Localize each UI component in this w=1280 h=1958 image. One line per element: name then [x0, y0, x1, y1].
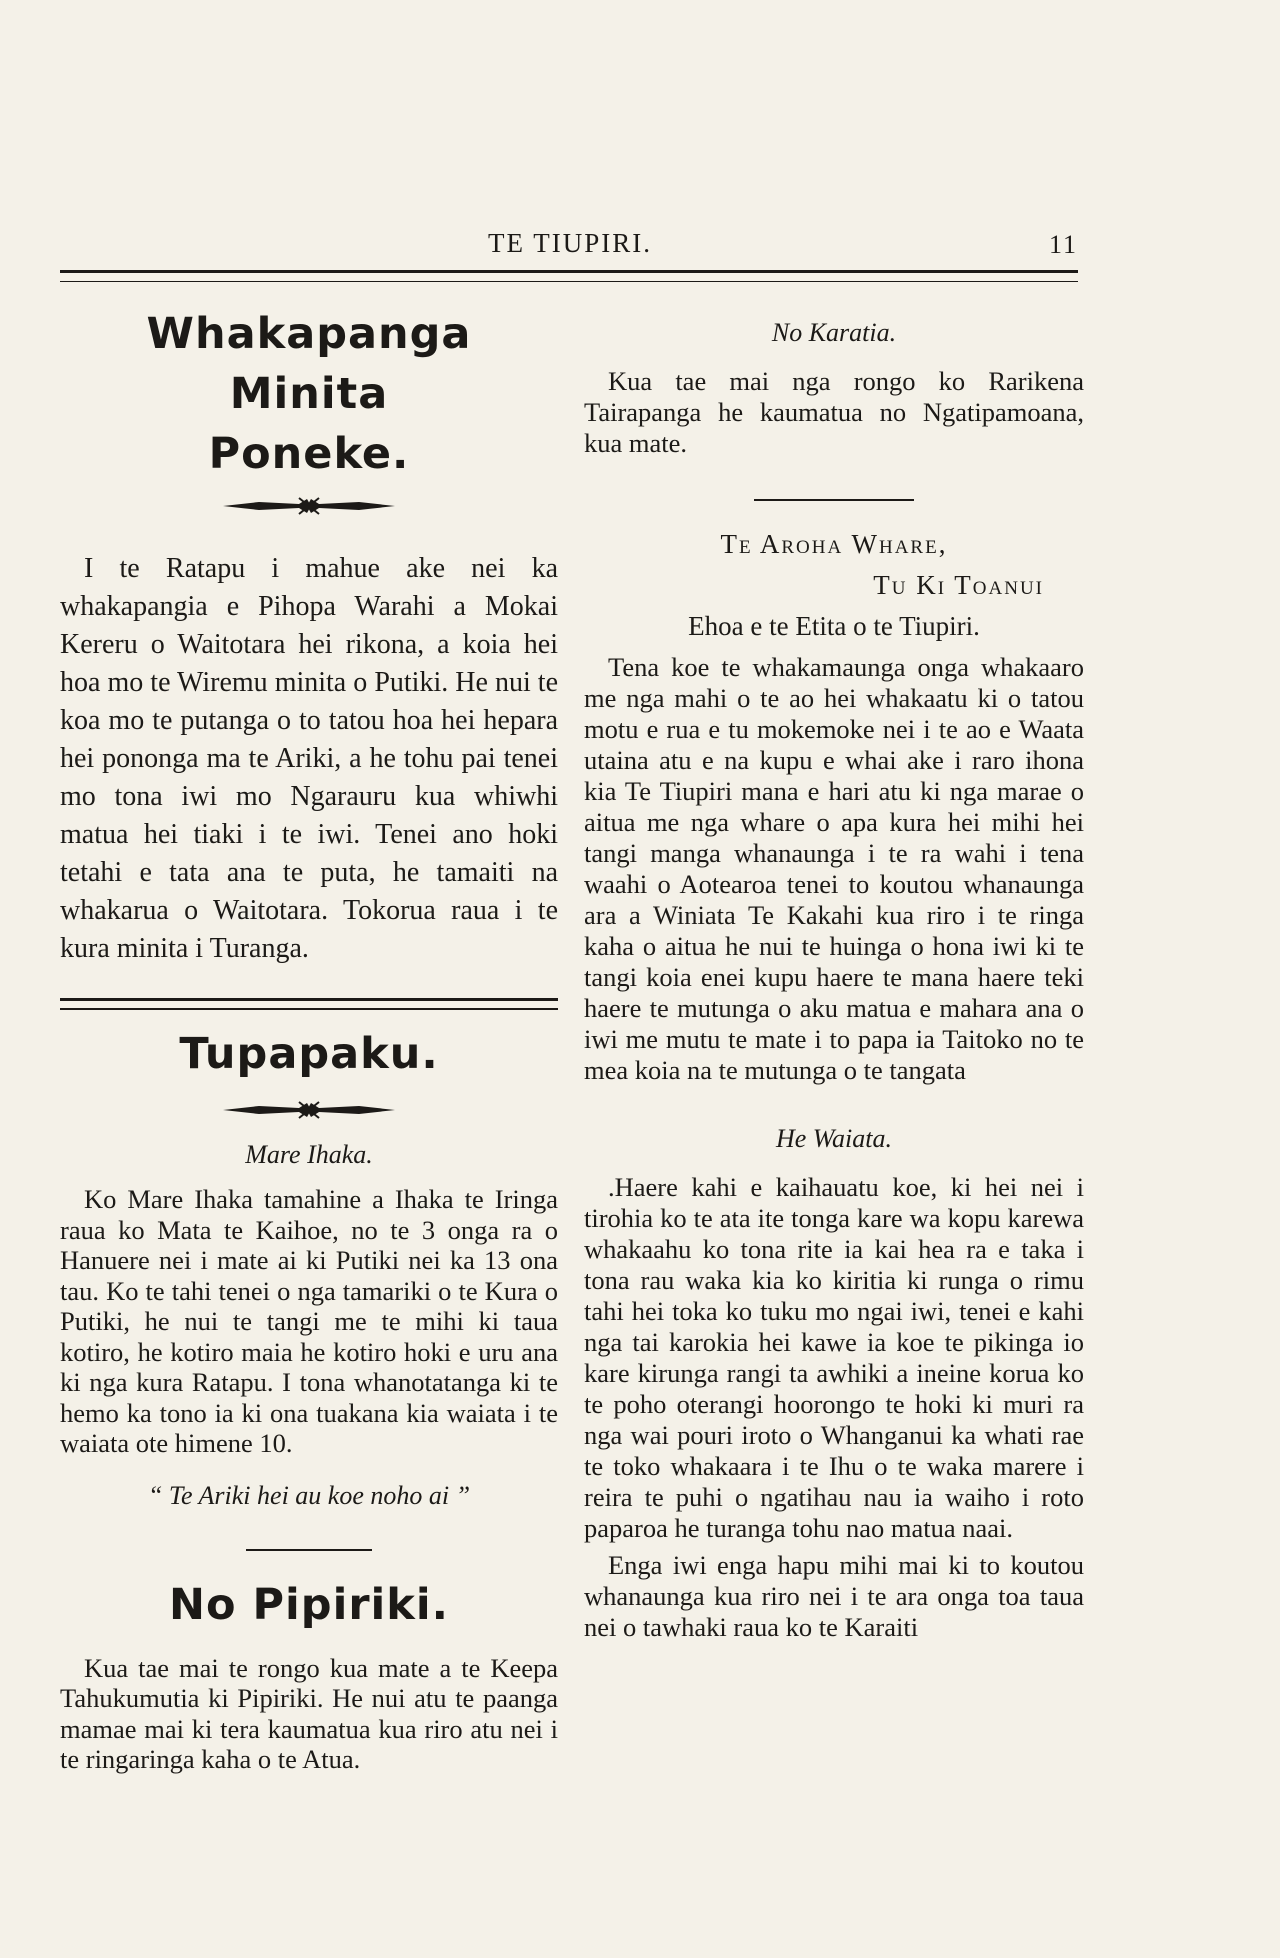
- header-double-rule: [60, 270, 1078, 282]
- letter-te-aroha-whare: [584, 501, 1084, 1086]
- article-no-pipiriki: [60, 1551, 558, 1775]
- letter-addressee: Tu Ki Toanui: [873, 570, 1044, 600]
- article-title: Tupapaku.: [179, 1029, 439, 1079]
- running-head: [62, 228, 1078, 262]
- article-title: No Pipiriki.: [169, 1579, 449, 1630]
- article-whakapanga-minita: [60, 290, 558, 968]
- notice-subtitle: No Karatia.: [771, 318, 897, 347]
- page-number: 11: [1048, 230, 1078, 259]
- article-quote: “ Te Ariki hei au koe noho ai ”: [147, 1480, 471, 1510]
- article-body: Kua tae mai te rongo kua mate a te Keepa Tahukumutia ki Pipiriki. He nui atu te paanga mamae mai ki tera kaumatua kua riro atu nei i te ringaringa kaha o te Atua.: [60, 1652, 558, 1774]
- article-tupapaku: [60, 1010, 558, 1511]
- article-body: Ko Mare Ihaka tamahine a Ihaka te Iringa raua ko Mata te Kaihoe, no te 3 onga ra o Hanuere nei i mate ai ki Putiki nei ka 13 ona tau. Ko te tahi tenei o nga tamariki o te Kura o Putiki, he nui te tangi me te mihi ki taua kotiro, he kotiro maia he kotiro hoki e uru ana ki nga kura Ratapu. I tona whanotatanga ki te hemo ka tono ia ki ona tuakana kia waiata i te waiata ote himene 10.: [60, 1184, 558, 1458]
- article-body: I te Ratapu i mahue ake nei ka whakapangia e Pihopa Warahi a Mokai Kereru o Waitotara hei rikona, a koia hei hoa mo te Wiremu minita o Putiki. He nui te koa mo te putanga o to tatou hoa hei hepara hei pononga ma te Ariki, a he tohu pai tenei mo tona iwi mo Ngarauru kua whiwhi matua hei tiaki i te iwi. Tenei ano hoki tetahi e tata ana te puta, he tamaiti na whakarua o Waitotara. Tokorua raua i te kura minita i Turanga.: [60, 553, 558, 964]
- flourish-ornament-icon: [219, 496, 399, 516]
- waiata-body: .Haere kahi e kaihauatu koe, ki hei nei i tirohia ko te ata ite tonga kare wa kopu karewa whakaahu ko tona rite ia kai hea ra e taka i tona rau waka kia ko kiritia ki runga o rimu tahi hei toka ko tuku mo ngai iwi, tenei e kahi nga tai karokia hei kawe ia koe te pikinga io kare kirunga rangi ta awhiki a ineine korua ko te poho oterangi hoorongo te hoki ki muri ra nga wai pouri iroto o Whanganui ka whati rae te toko whakaara i te Ihu o te waka marere i reira te puhi o ngatihau nau ia waiho i roto paparoa he turanga tohu nao matua naai.: [584, 1172, 1084, 1543]
- flourish-ornament-icon: [219, 1100, 399, 1120]
- section-double-rule: [60, 998, 558, 1010]
- waiata-body-continued: Enga iwi enga hapu mihi mai ki to koutou whanaunga kua riro nei i te ara onga toa taua nei o tawhaki raua ko te Karaiti: [584, 1550, 1084, 1642]
- running-title: TE TIUPIRI.: [488, 228, 652, 258]
- letter-salutation: Ehoa e te Etita o te Tiupiri.: [688, 611, 980, 641]
- article-title: Whakapanga Minita: [146, 309, 472, 419]
- article-subtitle: Mare Ihaka.: [245, 1140, 373, 1169]
- waiata: [584, 1086, 1084, 1643]
- letter-heading: Te Aroha Whare,: [720, 529, 948, 559]
- notice-body: Kua tae mai nga rongo ko Rarikena Tairapanga he kaumatua no Ngatipamoana, kua mate.: [584, 366, 1084, 458]
- waiata-subtitle: He Waiata.: [775, 1124, 893, 1153]
- notice-no-karatia: [584, 290, 1084, 459]
- right-column: [584, 290, 1084, 1643]
- letter-body: Tena koe te whakamaunga onga whakaaro me nga mahi o te ao hei whakaatu ki o tatou motu e rua e tu mokemoke nei i te ao e Waata utaina atu e na kupu e whai ake i raro ihona kia Te Tiupiri mana e hari atu ki nga marae o aitua me nga whare o apa kura hei mihi hei tangi manga whanaunga i te ra wahi i tena waahi o Aotearoa tenei to koutou whanaunga ara a Winiata Te Kakahi kua riro i te ringa kaha o aitua he nui te huinga o hona iwi ki te tangi koia enei kupu haere te mana haere teki haere te mutunga o aku matua e mahara ana o iwi me mutu te mate i to papa ia Taitoko no te mea koia na te mutunga o te tangata: [584, 652, 1084, 1085]
- article-title-line2: Poneke.: [208, 429, 410, 479]
- left-column: [60, 290, 558, 1775]
